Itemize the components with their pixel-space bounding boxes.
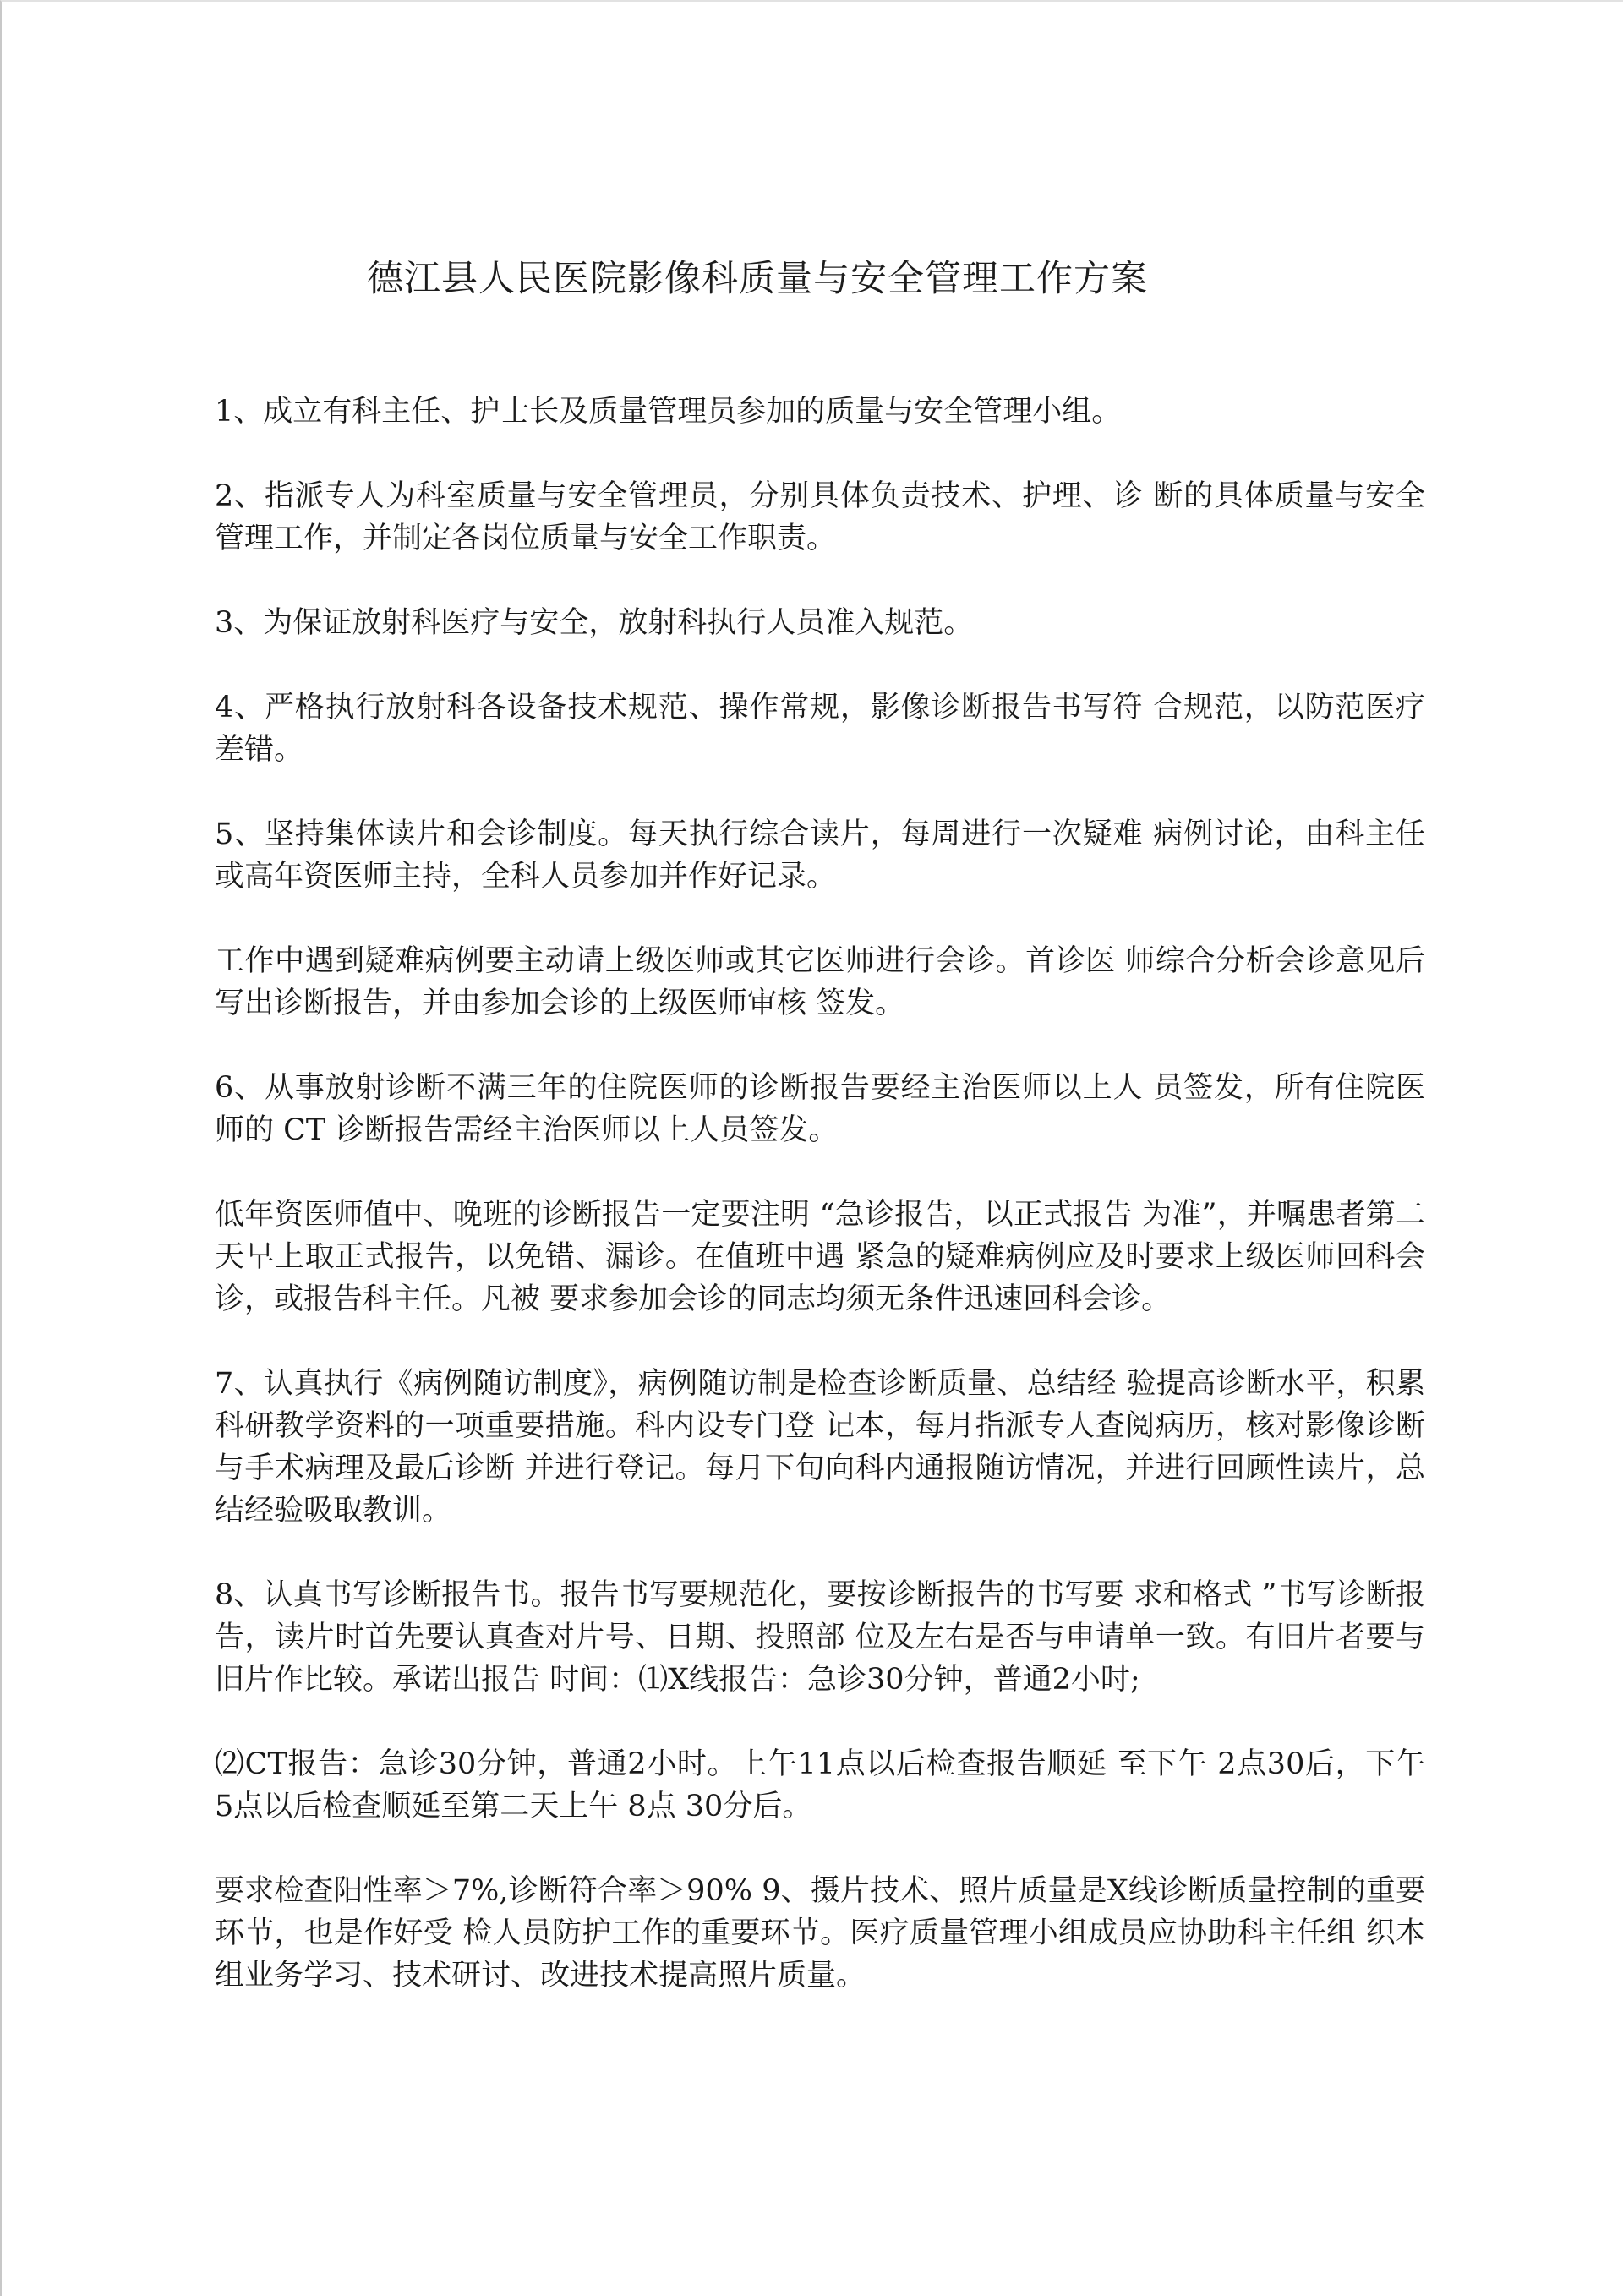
paragraph-2: 2、指派专人为科室质量与安全管理员，分别具体负责技术、护理、诊 断的具体质量与安全管理工作，并制定各岗位质量与安全工作职责。 bbox=[215, 479, 1425, 555]
paragraph-8: 8、认真书写诊断报告书。报告书写要规范化，要按诊断报告的书写要 求和格式 ”书写诊断报告，读片时首先要认真查对片号、日期、投照部 位及左右是否与申请单一致。有旧片者要与旧片作比较。承诺出报告 时间：⑴X线报告：急诊30分钟，普通2小时; bbox=[215, 1578, 1425, 1697]
paragraph-1: 1、成立有科主任、护士长及质量管理员参加的质量与安全管理小组。 bbox=[215, 395, 1122, 429]
paragraph-6: 6、从事放射诊断不满三年的住院医师的诊断报告要经主治医师以上人 员签发，所有住院医师的 CT 诊断报告需经主治医师以上人员签发。 bbox=[215, 1071, 1425, 1147]
paragraph-4: 4、严格执行放射科各设备技术规范、操作常规，影像诊断报告书写符 合规范，以防范医疗差错。 bbox=[215, 691, 1425, 767]
paragraph-7: 7、认真执行《病例随访制度》，病例随访制是检查诊断质量、总结经 验提高诊断水平，积累科研教学资料的一项重要措施。科内设专门登 记本，每月指派专人查阅病历，核对影像诊断与手术病理及最后诊断 并进行登记。每月下旬向科内通报随访情况，并进行回顾性读片，总 结经验吸取教训。 bbox=[215, 1367, 1425, 1528]
paragraph-9: 要求检查阳性率＞7%,诊断符合率＞90% 9、摄片技术、照片质量是X线诊断质量控制的重要环节，也是作好受 检人员防护工作的重要环节。医疗质量管理小组成员应协助科主任组 织本组业务学习、技术研讨、改进技术提高照片质量。 bbox=[215, 1874, 1425, 1993]
paragraph-3: 3、为保证放射科医疗与安全，放射科执行人员准入规范。 bbox=[215, 606, 974, 640]
paragraph-consultation: 工作中遇到疑难病例要主动请上级医师或其它医师进行会诊。首诊医 师综合分析会诊意见后写出诊断报告，并由参加会诊的上级医师审核 签发。 bbox=[215, 944, 1425, 1020]
document-title: 德江县人民医院影像科质量与安全管理工作方案 bbox=[367, 258, 1148, 300]
paragraph-5: 5、坚持集体读片和会诊制度。每天执行综合读片，每周进行一次疑难 病例讨论，由科主任或高年资医师主持，全科人员参加并作好记录。 bbox=[215, 817, 1425, 894]
paragraph-night-shift: 低年资医师值中、晚班的诊断报告一定要注明 “急诊报告，以正式报告 为准”，并嘱患者第二天早上取正式报告，以免错、漏诊。在值班中遇 紧急的疑难病例应及时要求上级医师回科会诊，或报告科主任。凡被 要求参加会诊的同志均须无条件迅速回科会诊。 bbox=[215, 1198, 1425, 1316]
document-body bbox=[215, 391, 1425, 1997]
paragraph-ct-report: ⑵CT报告：急诊30分钟，普通2小时。上午11点以后检查报告顺延 至下午 2点30后，下午 5点以后检查顺延至第二天上午 8点 30分后。 bbox=[215, 1747, 1425, 1823]
